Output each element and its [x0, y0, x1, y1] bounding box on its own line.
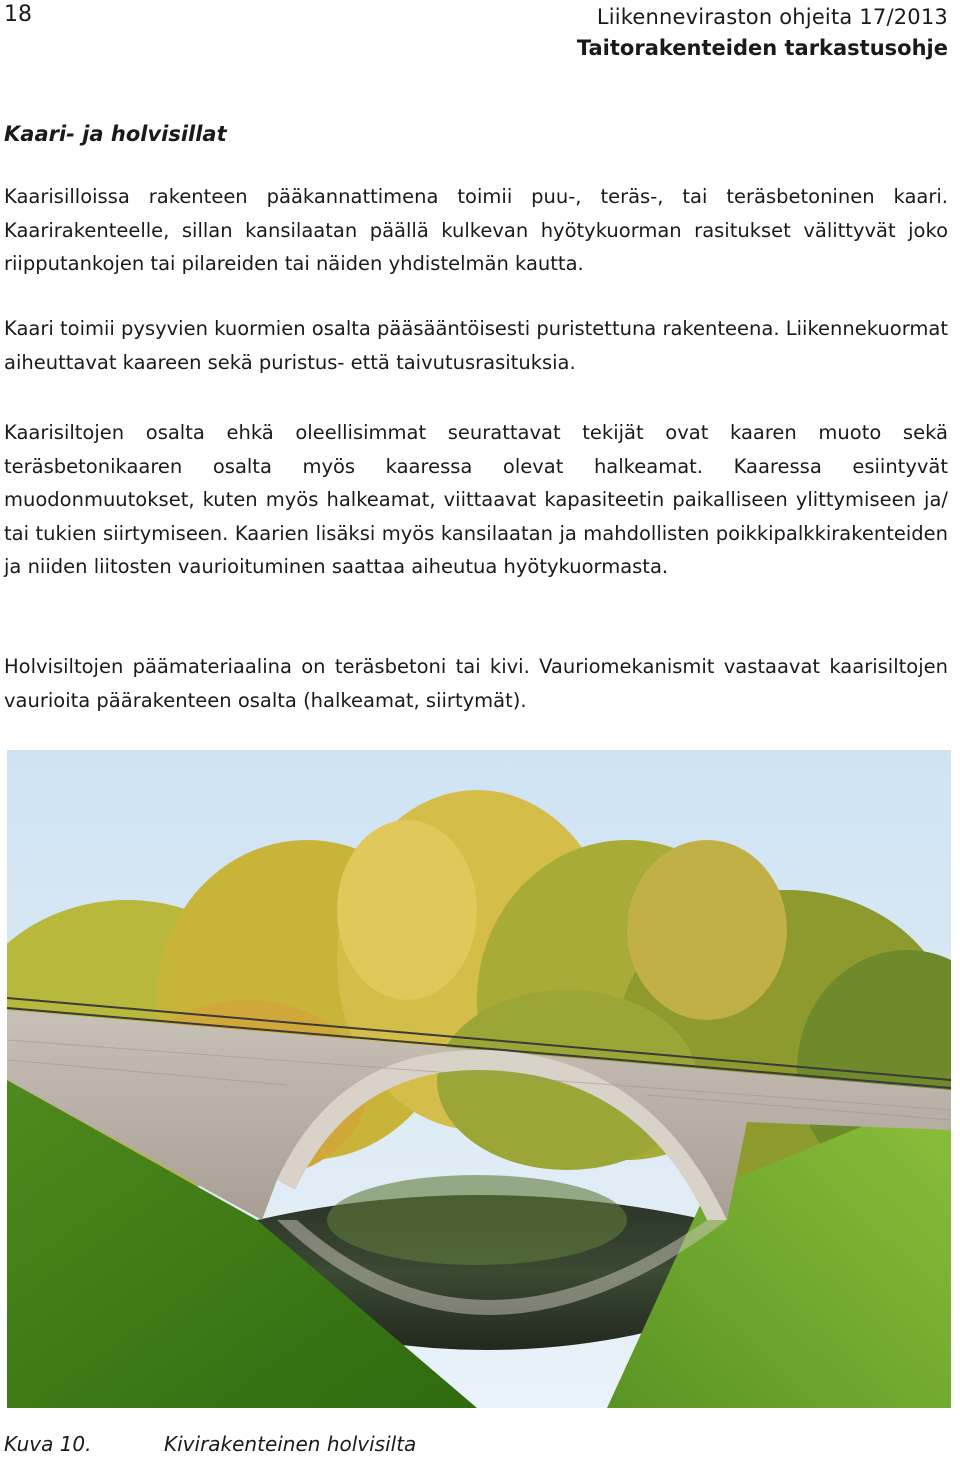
running-header: [577, 2, 948, 64]
paragraph-4: Holvisiltojen päämateriaalina on teräsbetoni tai kivi. Vauriomekanismit vastaavat kaarisiltojen vaurioita päärakenteen osalta (halkeamat, siirtymät).: [4, 655, 948, 712]
figure-label: Kuva 10.: [4, 1432, 92, 1456]
figure-caption: [4, 1432, 416, 1456]
paragraph-1: Kaarisilloissa rakenteen pääkannattimena toimii puu-, teräs-, tai teräsbetoninen kaari. Kaarirakenteelle, sillan kansilaatan päällä kulkevan hyötykuorman rasitukset välittyvät joko riipputankojen tai pilareiden tai näiden yhdistelmän kautta.: [4, 185, 948, 275]
paragraph-2: Kaari toimii pysyvien kuormien osalta pääsääntöisesti puristettuna rakenteena. Liikennekuormat aiheuttavat kaareen sekä puristus- että taivutusrasituksia.: [4, 317, 948, 374]
document-title: Taitorakenteiden tarkastusohje: [576, 36, 948, 60]
page-number: 18: [4, 2, 32, 27]
section-heading: Kaari- ja holvisillat: [4, 122, 227, 146]
figure-caption-text: Kivirakenteinen holvisilta: [164, 1432, 417, 1456]
bridge-photo: [7, 750, 951, 1408]
series-title: Liikenneviraston ohjeita 17/2013: [596, 5, 948, 29]
paragraph-3: Kaarisiltojen osalta ehkä oleellisimmat seurattavat tekijät ovat kaaren muoto sekä teräsbetonikaaren osalta myös kaaressa olevat halkeamat. Kaaressa esiintyvät muodonmuutokset, kuten myös halkeamat, viittaavat kapasiteetin paikalliseen ylittymiseen ja/ tai tukien siirtymiseen. Kaarien lisäksi myös kansilaatan ja mahdollisten poikkipalkkirakenteiden ja niiden liitosten vaurioituminen saattaa aiheutua hyötykuormasta.: [4, 421, 948, 578]
